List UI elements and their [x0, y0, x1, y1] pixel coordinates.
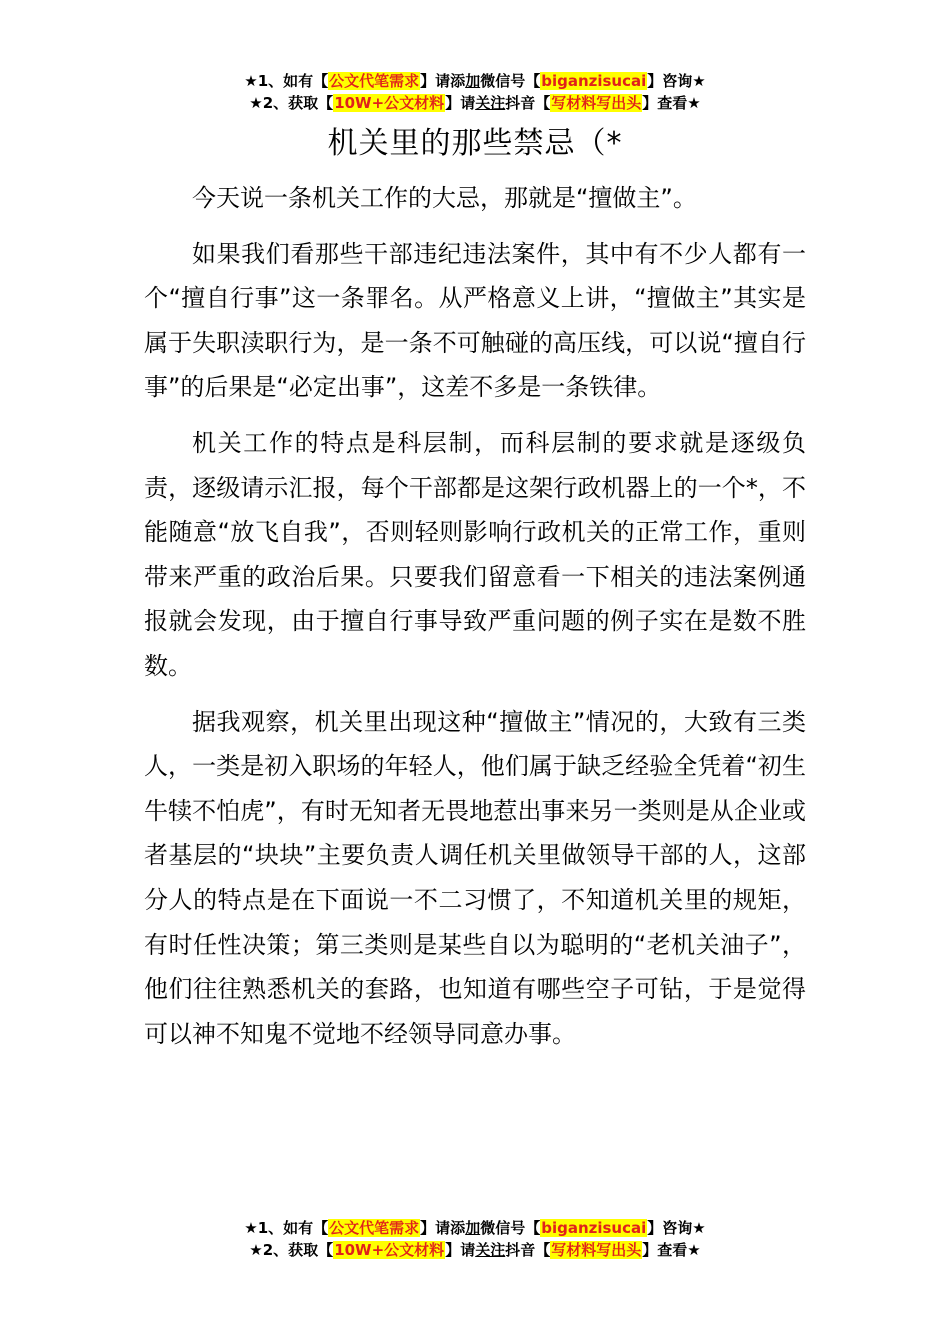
promo-line-1: [0, 70, 950, 92]
promo-text: 微信号【: [480, 72, 541, 90]
document-title: 机关里的那些禁忌（*: [327, 126, 623, 161]
body-paragraph: 今天说一条机关工作的大忌，那就是“擅做主”。: [192, 184, 697, 212]
promo-highlight: 公文代笔需求: [329, 1219, 420, 1237]
promo-text: 】请添: [420, 1219, 466, 1237]
promo-highlight: biganzisucai: [541, 72, 647, 90]
promo-underlined-text: 加: [465, 1219, 481, 1237]
promo-text: 】请: [445, 1241, 476, 1259]
header-promo-banner: [0, 70, 950, 114]
promo-text: 】查看★: [642, 1241, 701, 1259]
promo-line-2: [0, 92, 950, 114]
footer-promo-banner: [0, 1217, 950, 1261]
body-paragraph: 机关工作的特点是科层制，而科层制的要求就是逐级负责，逐级请示汇报，每个干部都是这架行政机器上的一个*，不能随意“放飞自我”，否则轻则影响行政机关的正常工作，重则带来严重的政治后果。只要我们留意看一下相关的违法案例通报就会发现，由于擅自行事导致严重问题的例子实在是数不胜数。: [144, 428, 806, 680]
promo-text: 】咨询★: [647, 72, 706, 90]
promo-text: 】请添: [420, 72, 466, 90]
promo-text: ★2、获取【: [249, 1241, 334, 1259]
promo-highlight: 10W+公文材料: [334, 1241, 445, 1259]
promo-text: 】咨询★: [647, 1219, 706, 1237]
promo-text: ★1、如有【: [244, 1219, 329, 1237]
promo-underlined-text: 加: [465, 72, 481, 90]
promo-highlight: 写材料写出头: [551, 1241, 642, 1259]
promo-text: 】请: [445, 94, 476, 112]
promo-text: 抖音【: [505, 94, 551, 112]
promo-line-1: [0, 1217, 950, 1239]
promo-text: ★1、如有【: [244, 72, 329, 90]
promo-text: 抖音【: [505, 1241, 551, 1259]
promo-text: 微信号【: [480, 1219, 541, 1237]
promo-highlight: 写材料写出头: [551, 94, 642, 112]
promo-line-2: [0, 1239, 950, 1261]
promo-underlined-text: 关注: [475, 94, 506, 112]
promo-highlight: biganzisucai: [541, 1219, 647, 1237]
promo-underlined-text: 关注: [475, 1241, 506, 1259]
body-paragraph: 据我观察，机关里出现这种“擅做主”情况的，大致有三类人，一类是初入职场的年轻人，他们属于缺乏经验全凭着“初生牛犊不怕虎”，有时无知者无畏地惹出事来另一类则是从企业或者基层的“块块”主要负责人调任机关里做领导干部的人，这部分人的特点是在下面说一不二习惯了，不知道机关里的规矩，有时任性决策；第三类则是某些自以为聪明的“老机关油子”，他们往往熟悉机关的套路，也知道有哪些空子可钻，于是觉得可以神不知鬼不觉地不经领导同意办事。: [144, 707, 806, 1048]
promo-highlight: 10W+公文材料: [334, 94, 445, 112]
promo-highlight: 公文代笔需求: [329, 72, 420, 90]
promo-text: 】查看★: [642, 94, 701, 112]
promo-text: ★2、获取【: [249, 94, 334, 112]
document-body: [144, 176, 806, 1067]
body-paragraph: 如果我们看那些干部违纪违法案件，其中有不少人都有一个“擅自行事”这一条罪名。从严格意义上讲，“擅做主”其实是属于失职渎职行为，是一条不可触碰的高压线，可以说“擅自行事”的后果是“必定出事”，这差不多是一条铁律。: [144, 239, 806, 402]
